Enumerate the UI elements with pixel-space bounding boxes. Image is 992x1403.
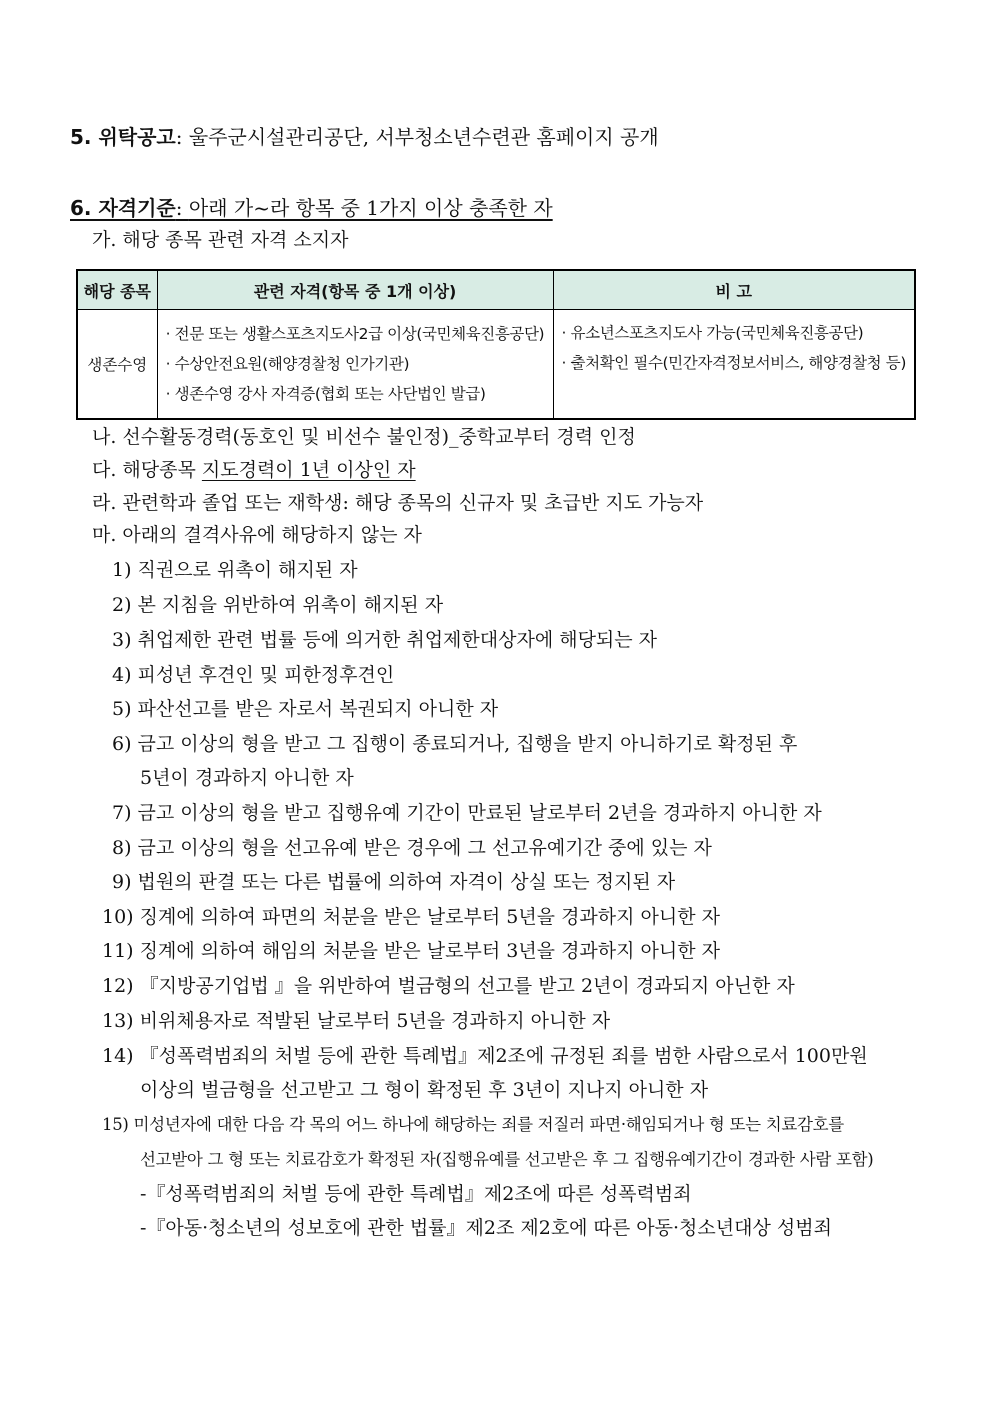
header-sport: 해당 종목 [77,270,157,310]
sport-cell: 생존수영 [77,310,157,420]
section-6-line [70,195,553,221]
section-5-line [70,124,659,150]
list-item-continuation: 이상의 벌금형을 선고받고 그 형이 확정된 후 3년이 지나지 아니한 자 [140,1079,709,1101]
item-da-prefix: 다. 해당종목 [92,459,202,481]
list-item: 1) 직권으로 위촉이 해지된 자 [112,559,358,581]
list-subitem: -『아동·청소년의 성보호에 관한 법률』제2조 제2호에 따른 아동·청소년대상 성범죄 [140,1217,832,1239]
section-6-title: 6. 자격기준 [70,196,176,220]
list-item: 11) 징계에 의하여 해임의 처분을 받은 날로부터 3년을 경과하지 아니한 자 [102,940,720,962]
item-na [92,424,636,450]
item-na-suffix: 중학교부터 경력 인정 [458,426,636,448]
list-item: 7) 금고 이상의 형을 받고 집행유예 기간이 만료된 날로부터 2년을 경과하지 아니한 자 [112,802,822,824]
item-da-underlined: 지도경력이 1년 이상인 자 [201,459,416,481]
section-6-text: 아래 가~라 항목 중 1가지 이상 충족한 자 [188,196,553,220]
header-qualifications: 관련 자격(항목 중 1개 이상) [157,270,553,310]
item-ga: 가. 해당 종목 관련 자격 소지자 [92,229,349,251]
qualification-table [76,269,916,420]
qualification-item: · 생존수영 강사 자격증(협회 또는 사단법인 발급) [165,385,486,403]
list-item: 12) 『지방공기업법 』을 위반하여 벌금형의 선고를 받고 2년이 경과되지 아닌한 자 [102,975,795,997]
table-row [77,310,915,420]
list-subitem: -『성폭력범죄의 처벌 등에 관한 특례법』제2조에 따른 성폭력범죄 [140,1183,692,1205]
note-item: · 출처확인 필수(민간자격정보서비스, 해양경찰청 등) [561,354,906,372]
section-5-text: : 울주군시설관리공단, 서부청소년수련관 홈페이지 공개 [175,125,659,149]
qualification-item: · 수상안전요원(해양경찰청 인가기관) [165,355,410,373]
list-item-continuation: 선고받아 그 형 또는 치료감호가 확정된 자(집행유예를 선고받은 후 그 집행유예기간이 경과한 사람 포함) [140,1150,874,1169]
qualification-item: · 전문 또는 생활스포츠지도사2급 이상(국민체육진흥공단) [165,325,545,343]
list-item: 8) 금고 이상의 형을 선고유예 받은 경우에 그 선고유예기간 중에 있는 자 [112,837,712,859]
list-item: 3) 취업제한 관련 법률 등에 의거한 취업제한대상자에 해당되는 자 [112,629,658,651]
section-5-title: 5. 위탁공고 [70,125,176,149]
list-item: 4) 피성년 후견인 및 피한정후견인 [112,664,395,686]
item-ma: 마. 아래의 결격사유에 해당하지 않는 자 [92,524,422,546]
notes-cell [553,310,915,420]
list-item: 5) 파산선고를 받은 자로서 복권되지 아니한 자 [112,698,499,720]
qualifications-cell [157,310,553,420]
list-item: 9) 법원의 판결 또는 다른 법률에 의하여 자격이 상실 또는 정지된 자 [112,871,676,893]
note-item: · 유소년스포츠지도사 가능(국민체육진흥공단) [561,324,864,342]
table-header-row [77,270,915,310]
item-ra: 라. 관련학과 졸업 또는 재학생: 해당 종목의 신규자 및 초급반 지도 가능자 [92,492,704,514]
item-na-prefix: 나. 선수활동경력(동호인 및 비선수 불인정) [92,426,450,448]
list-item-continuation: 5년이 경과하지 아니한 자 [140,767,354,789]
item-na-underscore: _ [449,426,459,448]
list-item: 15) 미성년자에 대한 다음 각 목의 어느 하나에 해당하는 죄를 저질러 파면·해임되거나 형 또는 치료감호를 [102,1115,844,1134]
list-item: 6) 금고 이상의 형을 받고 그 집행이 종료되거나, 집행을 받지 아니하기로 확정된 후 [112,733,798,755]
item-da [92,457,416,483]
header-notes: 비 고 [553,270,915,310]
list-item: 10) 징계에 의하여 파면의 처분을 받은 날로부터 5년을 경과하지 아니한 자 [102,906,720,928]
list-item: 13) 비위체용자로 적발된 날로부터 5년을 경과하지 아니한 자 [102,1010,611,1032]
list-item: 2) 본 지침을 위반하여 위촉이 해지된 자 [112,594,444,616]
section-6-colon: : [175,196,189,220]
list-item: 14) 『성폭력범죄의 처벌 등에 관한 특례법』제2조에 규정된 죄를 범한 사람으로서 100만원 [102,1045,868,1067]
